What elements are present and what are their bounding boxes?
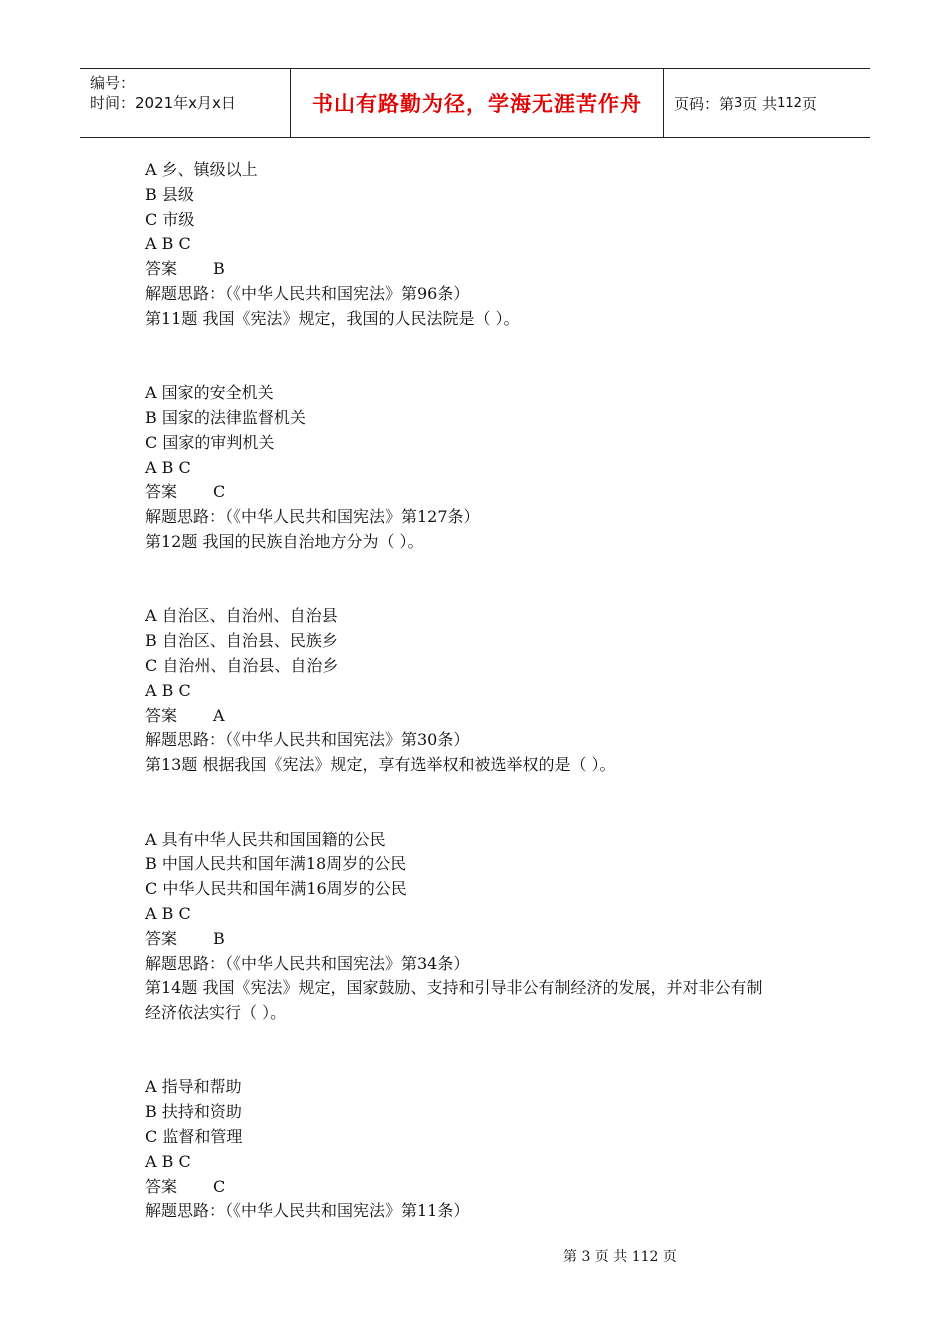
- paragraph-gap: [145, 1026, 845, 1076]
- question-line: 经济依法实行（ ）。: [145, 1003, 287, 1023]
- option-line: B 扶持和资助: [145, 1102, 242, 1122]
- option-line: A 国家的安全机关: [145, 383, 274, 403]
- paragraph-gap: [145, 555, 845, 605]
- option-line: C 中华人民共和国年满16周岁的公民: [145, 879, 407, 899]
- answer-value: B: [213, 259, 225, 279]
- option-line: A B C: [145, 680, 191, 700]
- page-suffix: 页: [801, 94, 817, 113]
- option-line: A B C: [145, 1151, 191, 1171]
- header-motto: 书山有路勤为径，学海无涯苦作舟: [312, 92, 642, 116]
- paragraph-gap: [145, 332, 845, 382]
- answer-value: C: [213, 1176, 226, 1196]
- page-number: 3: [734, 95, 743, 111]
- doc-id-label: 编号：: [90, 74, 136, 92]
- option-line: A B C: [145, 234, 191, 254]
- answer-value: A: [213, 705, 225, 725]
- page-header: [80, 68, 870, 138]
- question-line: 第12题 我国的民族自治地方分为（ ）。: [145, 531, 424, 551]
- explanation-line: 解题思路：（《中华人民共和国宪法》第34条）: [145, 953, 470, 973]
- header-page-info: [664, 69, 870, 137]
- option-line: A B C: [145, 457, 191, 477]
- question-line: 第11题 我国《宪法》规定，我国的人民法院是（ ）。: [145, 308, 520, 328]
- page-total: 112: [777, 95, 802, 111]
- paragraph-gap: [145, 778, 845, 828]
- question-line: 第14题 我国《宪法》规定，国家鼓励、支持和引导非公有制经济的发展，并对非公有制: [145, 978, 763, 998]
- header-info: [80, 69, 291, 137]
- answer-label: 答案: [145, 1176, 178, 1196]
- option-line: A 乡、镇级以上: [145, 160, 258, 179]
- explanation-line: 解题思路：（《中华人民共和国宪法》第11条）: [145, 1201, 470, 1221]
- explanation-line: 解题思路：（《中华人民共和国宪法》第96条）: [145, 283, 470, 303]
- footer-page-text: 第 3 页 共 112 页: [563, 1249, 677, 1265]
- document-body: [145, 158, 845, 1224]
- option-line: B 自治区、自治县、民族乡: [145, 631, 338, 651]
- header-motto-cell: [291, 69, 664, 137]
- page-mid: 页 共: [742, 94, 778, 113]
- answer-label: 答案: [145, 259, 178, 279]
- option-line: C 国家的审判机关: [145, 432, 275, 452]
- answer-line: [145, 257, 845, 282]
- answer-line: [145, 704, 845, 729]
- explanation-line: 解题思路：（《中华人民共和国宪法》第127条）: [145, 507, 480, 527]
- answer-value: B: [213, 928, 225, 948]
- answer-value: C: [213, 482, 226, 502]
- answer-line: [145, 480, 845, 505]
- option-line: B 中国人民共和国年满18周岁的公民: [145, 854, 407, 874]
- explanation-line: 解题思路：（《中华人民共和国宪法》第30条）: [145, 730, 470, 750]
- answer-label: 答案: [145, 482, 178, 502]
- answer-line: [145, 1175, 845, 1200]
- option-line: A B C: [145, 903, 191, 923]
- option-line: C 监督和管理: [145, 1127, 243, 1147]
- option-line: B 国家的法律监督机关: [145, 407, 306, 427]
- answer-label: 答案: [145, 705, 178, 725]
- option-line: C 市级: [145, 209, 195, 229]
- doc-time-label: 时间：2021年x月x日: [90, 94, 236, 112]
- answer-line: [145, 927, 845, 952]
- option-line: B 县级: [145, 184, 194, 204]
- question-line: 第13题 根据我国《宪法》规定，享有选举权和被选举权的是（ ）。: [145, 755, 616, 775]
- option-line: A 指导和帮助: [145, 1077, 242, 1097]
- page-prefix: 页码：第: [674, 94, 735, 113]
- option-line: C 自治州、自治县、自治乡: [145, 655, 339, 675]
- option-line: A 具有中华人民共和国国籍的公民: [145, 829, 386, 849]
- answer-label: 答案: [145, 928, 178, 948]
- option-line: A 自治区、自治州、自治县: [145, 606, 338, 626]
